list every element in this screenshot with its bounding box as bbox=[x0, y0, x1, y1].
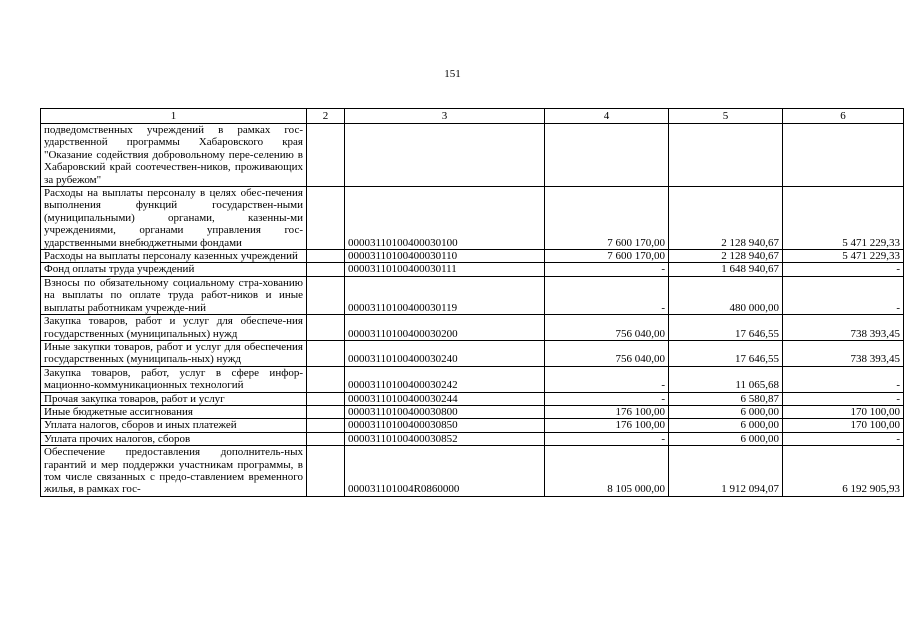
column-header: 3 bbox=[345, 109, 545, 124]
table-row bbox=[41, 250, 904, 263]
table-row bbox=[41, 405, 904, 418]
table-row bbox=[41, 124, 904, 187]
row-executed-value: 2 128 940,67 bbox=[669, 250, 783, 263]
row-name: подведомственных учреждений в рамках гос-ударственной программы Хабаровского края "Оказание содействия добровольному пере-селению в Хабаровский край соотечествен-ников, проживающих за рубежом" bbox=[41, 124, 307, 187]
column-header: 1 bbox=[41, 109, 307, 124]
row-executed-value: 1 912 094,07 bbox=[669, 446, 783, 497]
row-col2 bbox=[307, 276, 345, 314]
row-executed-value: 11 065,68 bbox=[669, 366, 783, 392]
row-code: 00003110100400030242 bbox=[345, 366, 545, 392]
column-header: 4 bbox=[545, 109, 669, 124]
row-name: Иные бюджетные ассигнования bbox=[41, 405, 307, 418]
row-executed-value: 6 580,87 bbox=[669, 392, 783, 405]
row-plan-value: - bbox=[545, 392, 669, 405]
row-col2 bbox=[307, 315, 345, 341]
row-col2 bbox=[307, 340, 345, 366]
row-code: 00003110100400030852 bbox=[345, 432, 545, 445]
row-remaining-value: 170 100,00 bbox=[783, 405, 904, 418]
row-col2 bbox=[307, 432, 345, 445]
row-remaining-value: - bbox=[783, 276, 904, 314]
table-header-row bbox=[41, 109, 904, 124]
row-col2 bbox=[307, 263, 345, 276]
row-name: Обеспечение предоставления дополнитель-ных гарантий и мер поддержки участникам программы, в том числе связанных с предо-ставлением временного жилья, в рамках гос- bbox=[41, 446, 307, 497]
row-code bbox=[345, 124, 545, 187]
column-header: 6 bbox=[783, 109, 904, 124]
row-plan-value: 756 040,00 bbox=[545, 315, 669, 341]
row-plan-value: 176 100,00 bbox=[545, 419, 669, 432]
row-code: 00003110100400030244 bbox=[345, 392, 545, 405]
row-code: 00003110100400030119 bbox=[345, 276, 545, 314]
row-plan-value: 176 100,00 bbox=[545, 405, 669, 418]
row-col2 bbox=[307, 366, 345, 392]
row-col2 bbox=[307, 392, 345, 405]
table-row bbox=[41, 315, 904, 341]
row-code: 00003110100400030240 bbox=[345, 340, 545, 366]
row-remaining-value: - bbox=[783, 392, 904, 405]
row-remaining-value: - bbox=[783, 263, 904, 276]
row-remaining-value: - bbox=[783, 366, 904, 392]
column-header: 2 bbox=[307, 109, 345, 124]
row-plan-value: 756 040,00 bbox=[545, 340, 669, 366]
row-executed-value: 6 000,00 bbox=[669, 419, 783, 432]
table-row bbox=[41, 187, 904, 250]
row-plan-value: - bbox=[545, 263, 669, 276]
row-col2 bbox=[307, 419, 345, 432]
row-remaining-value: 738 393,45 bbox=[783, 340, 904, 366]
column-header: 5 bbox=[669, 109, 783, 124]
row-name: Уплата прочих налогов, сборов bbox=[41, 432, 307, 445]
table-row bbox=[41, 419, 904, 432]
row-name: Иные закупки товаров, работ и услуг для обеспечения государственных (муниципаль-ных) нужд bbox=[41, 340, 307, 366]
row-executed-value: 6 000,00 bbox=[669, 432, 783, 445]
row-plan-value: - bbox=[545, 276, 669, 314]
table-row bbox=[41, 340, 904, 366]
row-executed-value: 1 648 940,67 bbox=[669, 263, 783, 276]
row-name: Расходы на выплаты персоналу казенных учреждений bbox=[41, 250, 307, 263]
table-row bbox=[41, 432, 904, 445]
row-code: 00003110100400030111 bbox=[345, 263, 545, 276]
row-code: 00003110100400030800 bbox=[345, 405, 545, 418]
row-remaining-value: - bbox=[783, 432, 904, 445]
row-remaining-value: 5 471 229,33 bbox=[783, 187, 904, 250]
row-executed-value: 480 000,00 bbox=[669, 276, 783, 314]
row-code: 00003110100400030110 bbox=[345, 250, 545, 263]
budget-table bbox=[40, 108, 904, 497]
table-body bbox=[41, 109, 904, 497]
row-plan-value: - bbox=[545, 366, 669, 392]
table-row bbox=[41, 392, 904, 405]
row-col2 bbox=[307, 446, 345, 497]
row-plan-value bbox=[545, 124, 669, 187]
row-col2 bbox=[307, 124, 345, 187]
row-col2 bbox=[307, 187, 345, 250]
row-remaining-value bbox=[783, 124, 904, 187]
row-remaining-value: 738 393,45 bbox=[783, 315, 904, 341]
row-executed-value: 17 646,55 bbox=[669, 315, 783, 341]
row-code: 000031101004R0860000 bbox=[345, 446, 545, 497]
row-plan-value: 7 600 170,00 bbox=[545, 250, 669, 263]
row-executed-value: 6 000,00 bbox=[669, 405, 783, 418]
table-row bbox=[41, 446, 904, 497]
row-name: Закупка товаров, работ и услуг для обеспече-ния государственных (муниципальных) нужд bbox=[41, 315, 307, 341]
row-code: 00003110100400030100 bbox=[345, 187, 545, 250]
row-remaining-value: 6 192 905,93 bbox=[783, 446, 904, 497]
row-plan-value: - bbox=[545, 432, 669, 445]
row-col2 bbox=[307, 250, 345, 263]
table-row bbox=[41, 276, 904, 314]
row-code: 00003110100400030850 bbox=[345, 419, 545, 432]
page-number: 151 bbox=[444, 68, 461, 80]
row-code: 00003110100400030200 bbox=[345, 315, 545, 341]
row-name: Прочая закупка товаров, работ и услуг bbox=[41, 392, 307, 405]
row-executed-value: 2 128 940,67 bbox=[669, 187, 783, 250]
row-remaining-value: 170 100,00 bbox=[783, 419, 904, 432]
row-remaining-value: 5 471 229,33 bbox=[783, 250, 904, 263]
row-name: Закупка товаров, работ, услуг в сфере инфор-мационно-коммуникационных технологий bbox=[41, 366, 307, 392]
row-plan-value: 7 600 170,00 bbox=[545, 187, 669, 250]
row-executed-value bbox=[669, 124, 783, 187]
table-row bbox=[41, 263, 904, 276]
row-executed-value: 17 646,55 bbox=[669, 340, 783, 366]
row-col2 bbox=[307, 405, 345, 418]
row-plan-value: 8 105 000,00 bbox=[545, 446, 669, 497]
row-name: Расходы на выплаты персоналу в целях обес-печения выполнения функций государствен-ными (муниципальными) органами, казенны-ми учреждениями, органами управления гос-ударственными внебюджетными фондами bbox=[41, 187, 307, 250]
table-row bbox=[41, 366, 904, 392]
row-name: Уплата налогов, сборов и иных платежей bbox=[41, 419, 307, 432]
row-name: Взносы по обязательному социальному стра-хованию на выплаты по оплате труда работ-ников и иные выплаты работникам учрежде-ний bbox=[41, 276, 307, 314]
row-name: Фонд оплаты труда учреждений bbox=[41, 263, 307, 276]
